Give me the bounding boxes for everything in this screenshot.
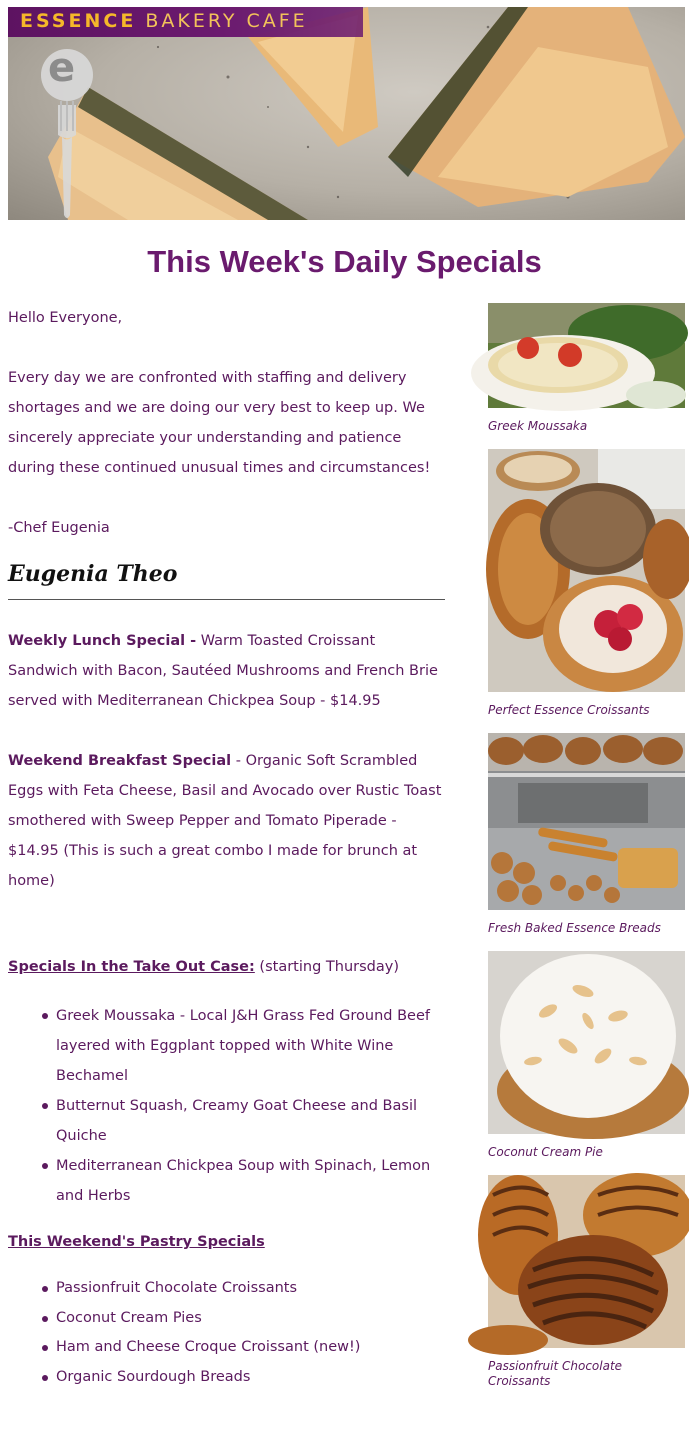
coconut-pie-photo [488, 951, 685, 1134]
croissants-photo [488, 449, 685, 692]
list-item: Coconut Cream Pies [56, 1304, 448, 1334]
photo-caption: Fresh Baked Essence Breads [488, 921, 661, 935]
brand-light: BAKERY CAFE [145, 10, 308, 32]
lunch-special-text: Warm Toasted Croissant Sandwich with Bacon, Sautéed Mushrooms and French Brie served with Mediterranean Chickpea Soup - $14.95 [8, 633, 438, 709]
takeout-heading [8, 952, 448, 982]
pastry-heading [8, 1227, 448, 1257]
takeout-list [8, 1001, 448, 1211]
logo-letter: e [48, 45, 76, 91]
pastry-list [8, 1274, 448, 1392]
main-content [8, 303, 448, 1392]
photo-column [488, 303, 685, 1389]
list-item: Organic Sourdough Breads [56, 1363, 448, 1393]
list-item: Greek Moussaka - Local J&H Grass Fed Ground Beef layered with Eggplant topped with White Wine Bechamel [56, 1001, 448, 1091]
photo-caption: Coconut Cream Pie [488, 1145, 603, 1159]
photo-caption: Greek Moussaka [488, 419, 588, 433]
brand-bold: ESSENCE [20, 10, 137, 32]
chocolate-croissants-photo [488, 1175, 685, 1348]
lunch-special-label: Weekly Lunch Special - [8, 633, 197, 649]
takeout-heading-link[interactable]: Specials In the Take Out Case: [8, 959, 255, 975]
breakfast-special-label: Weekend Breakfast Special [8, 753, 232, 769]
list-item: Butternut Squash, Creamy Goat Cheese and Basil Quiche [56, 1091, 448, 1151]
signature-image [8, 551, 448, 597]
moussaka-photo [488, 303, 685, 408]
signoff: -Chef Eugenia [8, 520, 110, 536]
header-banner [8, 7, 685, 220]
photo-caption: Passionfruit Chocolate Croissants [488, 1359, 623, 1388]
list-item: Passionfruit Chocolate Croissants [56, 1274, 448, 1304]
breakfast-special-text: - Organic Soft Scrambled Eggs with Feta Cheese, Basil and Avocado over Rustic Toast smothered with Sweep Pepper and Tomato Piperade - $14.95 (This is such a great combo I made for brunch at home) [8, 753, 442, 889]
list-item: Ham and Cheese Croque Croissant (new!) [56, 1333, 448, 1363]
signature-text: Eugenia Theo [8, 561, 178, 587]
greeting: Hello Everyone, [8, 310, 123, 326]
breads-photo [488, 733, 685, 910]
photo-caption: Perfect Essence Croissants [488, 703, 650, 717]
brand-name [20, 10, 308, 32]
breakfast-special [8, 746, 448, 896]
divider [8, 599, 445, 600]
page-title: This Week's Daily Specials [147, 244, 542, 279]
lunch-special [8, 626, 448, 716]
list-item: Mediterranean Chickpea Soup with Spinach, Lemon and Herbs [56, 1151, 448, 1211]
letter-body: Every day we are confronted with staffing and delivery shortages and we are doing our very best to keep up. We sincerely appreciate your understanding and patience during these continued unusual times and circumstances! [8, 370, 431, 476]
pastry-heading-link[interactable]: This Weekend's Pastry Specials [8, 1234, 265, 1250]
spanakopita-photo [8, 7, 685, 220]
takeout-note: (starting Thursday) [254, 959, 399, 975]
